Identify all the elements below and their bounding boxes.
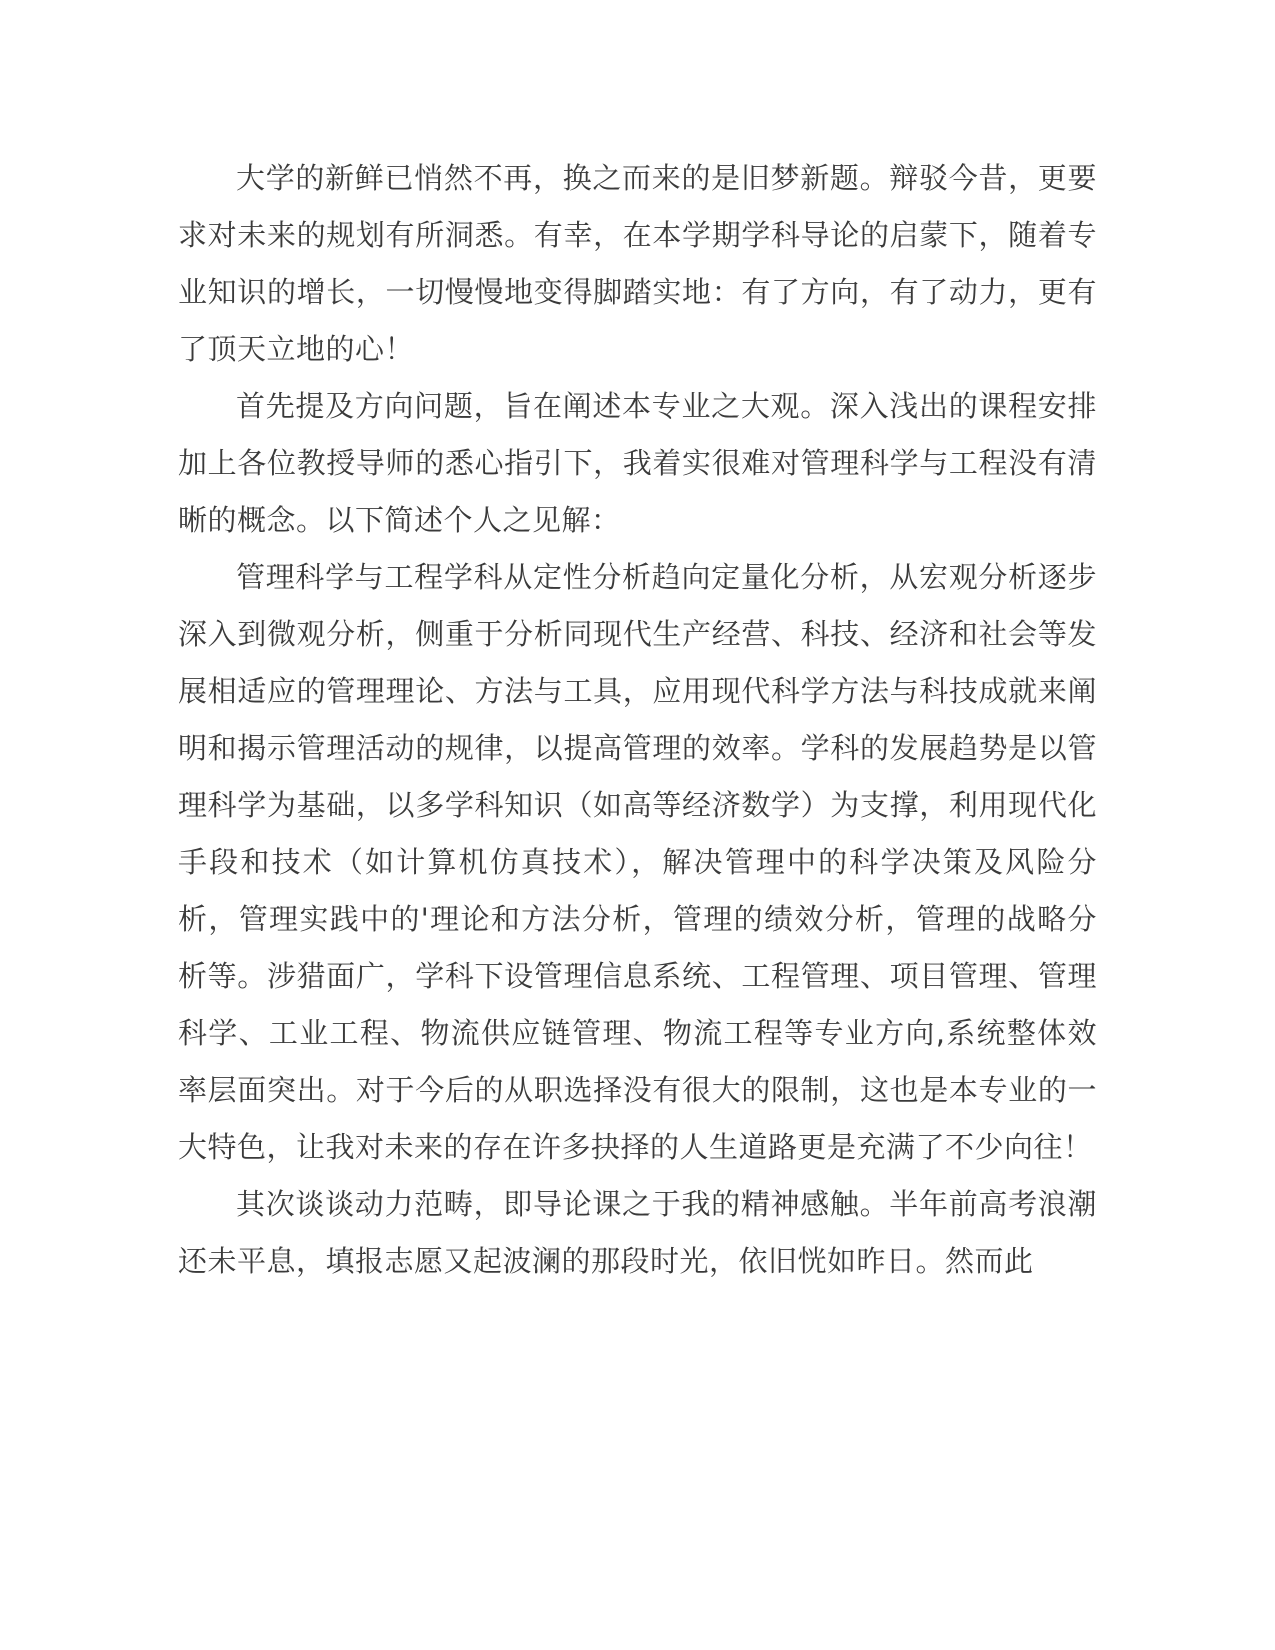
paragraph-1: 大学的新鲜已悄然不再，换之而来的是旧梦新题。辩驳今昔，更要求对未来的规划有所洞悉。有幸，在本学期学科导论的启蒙下，随着专业知识的增长，一切慢慢地变得脚踏实地：有了方向，有了动力，更有了顶天立地的心！ (178, 161, 1097, 366)
document-body (178, 150, 1097, 1290)
paragraph-4: 其次谈谈动力范畴，即导论课之于我的精神感触。半年前高考浪潮还未平息，填报志愿又起波澜的那段时光，依旧恍如昨日。然而此 (178, 1187, 1097, 1278)
paragraph-3: 管理科学与工程学科从定性分析趋向定量化分析，从宏观分析逐步深入到微观分析，侧重于分析同现代生产经营、科技、经济和社会等发展相适应的管理理论、方法与工具，应用现代科学方法与科技成就来阐明和揭示管理活动的规律，以提高管理的效率。学科的发展趋势是以管理科学为基础，以多学科知识（如高等经济数学）为支撑，利用现代化手段和技术（如计算机仿真技术），解决管理中的科学决策及风险分析，管理实践中的'理论和方法分析，管理的绩效分析，管理的战略分析等。涉猎面广，学科下设管理信息系统、工程管理、项目管理、管理科学、工业工程、物流供应链管理、物流工程等专业方向,系统整体效率层面突出。对于今后的从职选择没有很大的限制，这也是本专业的一大特色，让我对未来的存在许多抉择的人生道路更是充满了不少向往！ (178, 560, 1097, 1164)
paragraph-2: 首先提及方向问题，旨在阐述本专业之大观。深入浅出的课程安排加上各位教授导师的悉心指引下，我着实很难对管理科学与工程没有清晰的概念。以下简述个人之见解： (178, 389, 1097, 537)
